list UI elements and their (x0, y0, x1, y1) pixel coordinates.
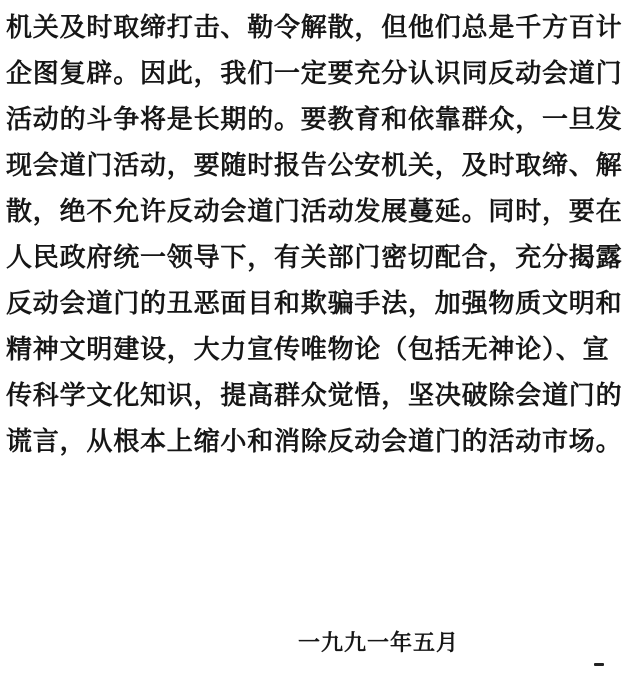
body-paragraph (6, 10, 636, 470)
text-line-5: 散，绝不允许反动会道门活动发展蔓延。同时，要在 (6, 197, 623, 227)
text-line-9: 传科学文化知识，提高群众觉悟，坚决破除会道门的 (6, 381, 623, 411)
text-line-10: 谎言，从根本上缩小和消除反动会道门的活动市场。 (6, 427, 623, 457)
text-line-3: 活动的斗争将是长期的。要教育和依靠群众，一旦发 (6, 105, 623, 135)
text-line-2: 企图复辟。因此，我们一定要充分认识同反动会道门 (6, 59, 623, 89)
scan-speck-mark (594, 663, 604, 666)
text-line-7: 反动会道门的丑恶面目和欺骗手法，加强物质文明和 (6, 289, 623, 319)
text-line-6: 人民政府统一领导下，有关部门密切配合，充分揭露 (6, 243, 623, 273)
text-line-4: 现会道门活动，要随时报告公安机关，及时取缔、解 (6, 151, 623, 181)
text-line-1: 机关及时取缔打击、勒令解散，但他们总是千方百计 (6, 13, 623, 43)
text-line-8: 精神文明建设，大力宣传唯物论（包括无神论）、宣 (6, 335, 610, 365)
date-signature: 一九九一年五月 (298, 630, 460, 656)
